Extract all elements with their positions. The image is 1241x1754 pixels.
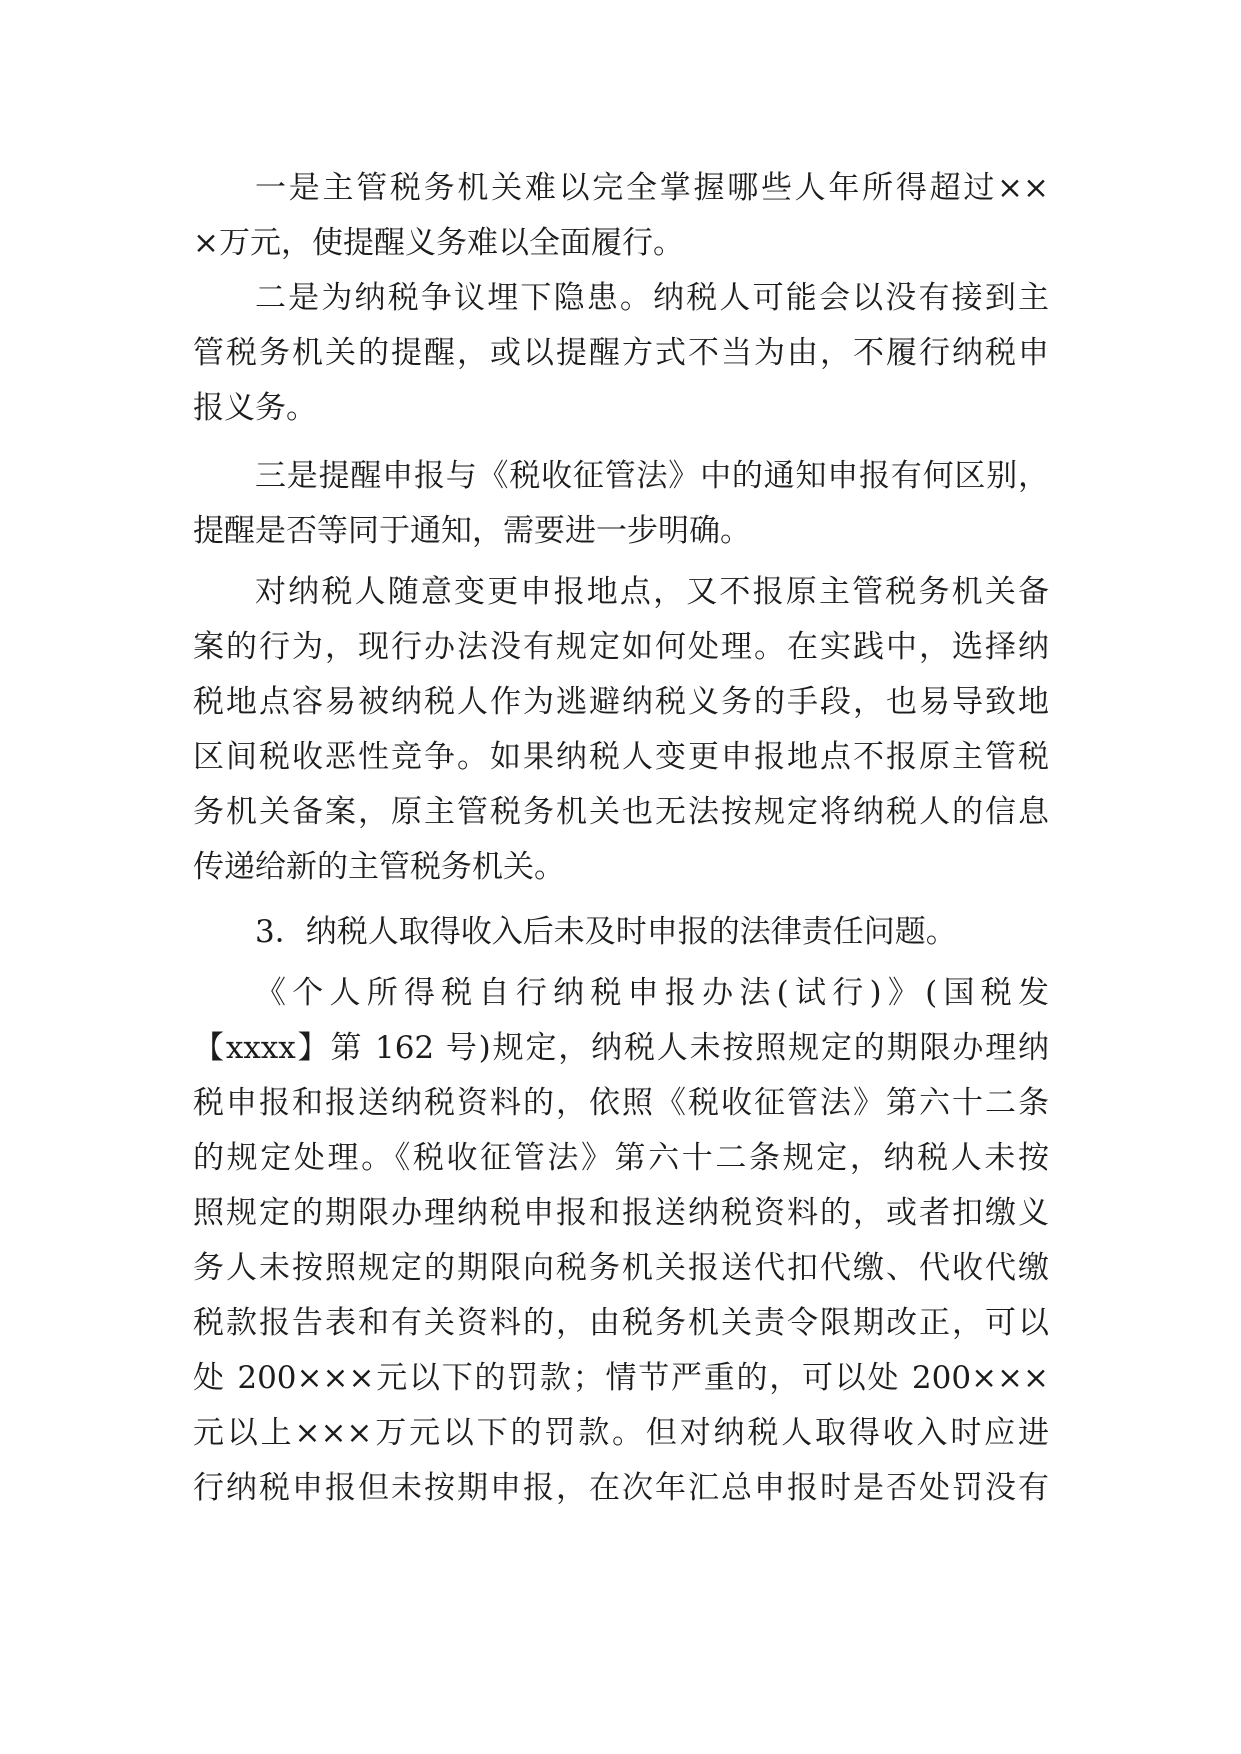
paragraph-line: 务人未按照规定的期限向税务机关报送代扣代缴、代收代缴 <box>193 1250 1049 1286</box>
paragraph-line: 税申报和报送纳税资料的，依照《税收征管法》第六十二条 <box>193 1085 1049 1121</box>
paragraph-line: 三是提醒申报与《税收征管法》中的通知申报有何区别， <box>255 458 1049 494</box>
paragraph-line: 《个人所得税自行纳税申报办法(试行)》(国税发 <box>255 975 1049 1011</box>
paragraph-line: 案的行为，现行办法没有规定如何处理。在实践中，选择纳 <box>193 629 1049 665</box>
paragraph-line: 区间税收恶性竞争。如果纳税人变更申报地点不报原主管税 <box>193 739 1049 775</box>
paragraph-line: 照规定的期限办理纳税申报和报送纳税资料的，或者扣缴义 <box>193 1195 1049 1231</box>
paragraph-line: 报义务。 <box>193 390 317 426</box>
section-heading: 3．纳税人取得收入后未及时申报的法律责任问题。 <box>255 914 957 950</box>
paragraph-line: 税地点容易被纳税人作为逃避纳税义务的手段，也易导致地 <box>193 684 1049 720</box>
paragraph-line: 的规定处理。《税收征管法》第六十二条规定，纳税人未按 <box>193 1140 1049 1176</box>
paragraph-line: 元以上×××万元以下的罚款。但对纳税人取得收入时应进 <box>193 1415 1049 1451</box>
paragraph-line: 管税务机关的提醒，或以提醒方式不当为由，不履行纳税申 <box>193 335 1049 371</box>
paragraph-line: 一是主管税务机关难以完全掌握哪些人年所得超过×× <box>255 170 1049 206</box>
paragraph-line: 行纳税申报但未按期申报，在次年汇总申报时是否处罚没有 <box>193 1470 1049 1506</box>
paragraph-line: 二是为纳税争议埋下隐患。纳税人可能会以没有接到主 <box>255 280 1049 316</box>
paragraph-line: 务机关备案，原主管税务机关也无法按规定将纳税人的信息 <box>193 794 1049 830</box>
paragraph-line: 对纳税人随意变更申报地点，又不报原主管税务机关备 <box>255 574 1049 610</box>
paragraph-line: 处 200×××元以下的罚款；情节严重的，可以处 200××× <box>193 1360 1049 1396</box>
paragraph-line: 税款报告表和有关资料的，由税务机关责令限期改正，可以 <box>193 1305 1049 1341</box>
paragraph-line: ×万元，使提醒义务难以全面履行。 <box>193 225 684 261</box>
paragraph-line: 【xxxx】第 162 号)规定，纳税人未按照规定的期限办理纳 <box>193 1030 1049 1066</box>
paragraph-line: 提醒是否等同于通知，需要进一步明确。 <box>193 513 751 549</box>
paragraph-line: 传递给新的主管税务机关。 <box>193 849 565 885</box>
